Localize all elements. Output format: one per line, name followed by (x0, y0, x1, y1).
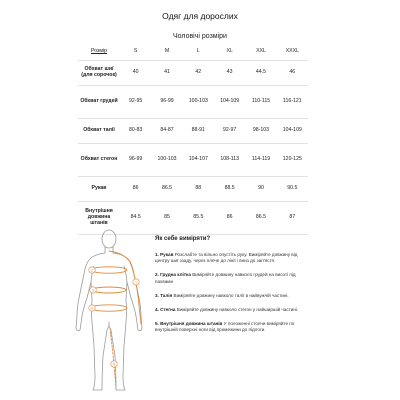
step-label: 4. Стегна (155, 307, 176, 313)
svg-text:2: 2 (90, 267, 94, 273)
step-text: Виміряйте довжину навколо грудей на висоті під пахвами (155, 272, 296, 284)
table-cell: 85.5 (183, 202, 214, 235)
table-cell: 96-99 (151, 86, 182, 119)
step-hips (155, 307, 305, 313)
svg-text:5: 5 (112, 361, 116, 367)
table-cell: 43 (214, 61, 245, 86)
step-markers (89, 267, 139, 367)
marker-5 (111, 361, 117, 367)
step-label: 1. Рукав (155, 252, 174, 257)
waist-measure-line (92, 287, 126, 293)
size-header-l: L (183, 44, 214, 61)
size-header-s: S (120, 44, 151, 61)
table-cell: 88-91 (183, 119, 214, 144)
page-subtitle: Чоловічі розміри (173, 33, 227, 40)
table-cell: 110-115 (245, 86, 276, 119)
table-cell: 86 (120, 177, 151, 202)
table-cell: 104-109 (277, 119, 308, 144)
table-row (78, 61, 308, 86)
hips-measure-line (91, 305, 127, 311)
step-text: Виміряйте довжину навколо талії в найвужчій частині. (173, 292, 289, 298)
step-sleeve (155, 252, 305, 264)
chest-measure-line (91, 267, 127, 273)
row-label-sleeve: Рукав (78, 177, 120, 202)
table-cell: 116-121 (277, 86, 308, 119)
table-cell: 42 (183, 61, 214, 86)
table-cell: 90 (245, 177, 276, 202)
table-cell: 80-83 (120, 119, 151, 144)
guide-title: Як себе виміряти? (155, 236, 211, 242)
table-cell: 114-119 (245, 144, 276, 177)
table-cell: 88 (183, 177, 214, 202)
size-header-xxl: XXL (245, 44, 276, 61)
table-row (78, 119, 308, 144)
row-label-waist: Обхват талії (78, 119, 120, 144)
row-label-hips: Обхват стегон (78, 144, 120, 177)
step-label: 3. Талія (155, 292, 173, 298)
step-label: 5. Внутрішня довжина штанів (155, 321, 223, 327)
svg-text:1: 1 (134, 279, 138, 285)
step-label: 2. Грудна клітка (155, 272, 191, 278)
size-table (78, 44, 308, 235)
table-cell: 92-97 (214, 119, 245, 144)
size-header-label: Розмір (78, 44, 120, 61)
table-cell: 98-103 (245, 119, 276, 144)
figure-head (102, 230, 116, 248)
size-table-header-row (78, 44, 308, 61)
table-row (78, 86, 308, 119)
table-cell: 85 (151, 202, 182, 235)
marker-1 (133, 279, 139, 285)
row-label-neck: Обхват шиї (для сорочок) (78, 61, 120, 86)
table-cell: 120-125 (277, 144, 308, 177)
table-cell: 84-87 (151, 119, 182, 144)
size-header-xl: XL (214, 44, 245, 61)
step-text: Виміряйте довжину навколо стегон у найширшій частині. (176, 307, 299, 313)
table-cell: 104-109 (214, 86, 245, 119)
size-header-xxxl: XXXL (277, 44, 308, 61)
table-cell: 100-103 (151, 144, 182, 177)
measurement-steps (155, 252, 305, 342)
step-inseam (155, 321, 305, 333)
step-text: Розслабте та вільно опустіть руку. Виміряйте довжину від центру шиї ззаду, через плече до лінії і вниз до зап'ястя. (155, 252, 298, 264)
table-cell: 86.5 (245, 202, 276, 235)
table-cell: 100-103 (183, 86, 214, 119)
marker-4 (89, 305, 95, 311)
step-waist (155, 293, 305, 299)
row-label-chest: Обхват грудей (78, 86, 120, 119)
table-cell: 46 (277, 61, 308, 86)
table-cell: 88.5 (214, 177, 245, 202)
table-cell: 86.5 (151, 177, 182, 202)
table-cell: 96-99 (120, 144, 151, 177)
row-label-inseam: Внутрішня довжина штанів (78, 202, 120, 235)
table-cell: 87 (277, 202, 308, 235)
marker-2 (89, 267, 95, 273)
body-figure-illustration (66, 226, 152, 396)
marker-3 (90, 287, 96, 293)
table-cell: 41 (151, 61, 182, 86)
table-cell: 44.5 (245, 61, 276, 86)
table-cell: 90.5 (277, 177, 308, 202)
table-cell: 40 (120, 61, 151, 86)
step-chest (155, 272, 305, 284)
table-cell: 92-95 (120, 86, 151, 119)
step-text: У положенні стоячи виміряйте по внутрішній поверхні ноги від промежини до підлоги. (155, 321, 295, 333)
size-header-m: M (151, 44, 182, 61)
table-row (78, 144, 308, 177)
svg-text:4: 4 (90, 305, 94, 311)
table-row (78, 177, 308, 202)
page-title: Одяг для дорослих (162, 11, 238, 21)
table-cell: 104-107 (183, 144, 214, 177)
table-cell: 108-113 (214, 144, 245, 177)
table-cell: 86 (214, 202, 245, 235)
svg-text:3: 3 (91, 287, 95, 293)
table-cell: 84.5 (120, 202, 151, 235)
